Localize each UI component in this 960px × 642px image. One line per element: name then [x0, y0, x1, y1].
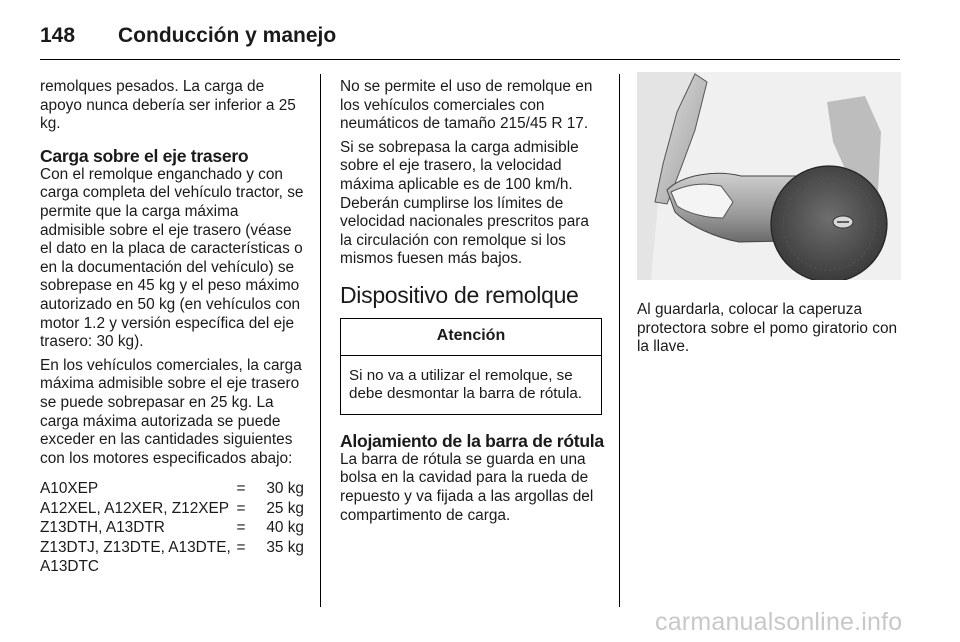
rear-axle-heading: Carga sobre el eje trasero [40, 145, 249, 166]
load-value: 30 kg [266, 480, 304, 498]
column-divider-1 [320, 74, 321, 607]
engine-models: Z13DTJ, Z13DTE, A13DTE, A13DTC [40, 539, 231, 575]
engine-load-row [40, 500, 304, 519]
engine-load-row [40, 480, 304, 499]
commercial-vehicles-paragraph: En los vehículos comerciales, la carga máxima admisible sobre el eje trasero se puede sobrepasar en 25 kg. La carga máxima autorizada se puede exceder en las cantidades siguientes con los motores especificados abajo: [40, 356, 302, 467]
header-rule [40, 59, 900, 60]
equals-sign: = [236, 519, 246, 537]
warning-title: Atención [341, 319, 601, 356]
intro-paragraph: remolques pesados. La carga de apoyo nunca debería ser inferior a 25 kg. [40, 78, 296, 133]
load-value: 25 kg [266, 499, 304, 517]
engine-models: A12XEL, A12XER, Z12XEP [40, 499, 230, 517]
load-value: 40 kg [266, 519, 304, 537]
page-number: 148 [40, 24, 76, 47]
engine-load-row [40, 539, 304, 576]
page-header [40, 16, 336, 56]
equals-sign: = [236, 499, 246, 517]
speed-limit-paragraph: Si se sobrepasa la carga admisible sobre el eje trasero, la velocidad máxima aplicable es de 100 km/h. Deberán cumplirse los límites de velocidad nacionales prescritos para la circulación con remolque si los mismos fuesen más bajos. [340, 138, 589, 268]
column-middle [340, 78, 604, 530]
illustration-caption: Al guardarla, colocar la caperuza protectora sobre el pomo giratorio con la llave. [637, 301, 898, 356]
equals-sign: = [236, 539, 246, 557]
rear-axle-paragraph: Con el remolque enganchado y con carga completa del vehículo tractor, se permite que la carga máxima admisible sobre el eje trasero (véase el dato en la placa de características o en la documentación del vehículo) se sobrepase en 45 kg y el peso máximo autorizado en 50 kg (en vehículos con motor 1.2 y versión específica del eje trasero: 30 kg). [40, 165, 304, 351]
warning-text: Si no va a utilizar el remolque, se debe desmontar la barra de rótula. [349, 366, 583, 403]
illustration-svg [637, 72, 901, 280]
column-divider-2 [619, 74, 620, 607]
equals-sign: = [236, 480, 246, 498]
ball-bar-storage-heading: Alojamiento de la barra de rótula [340, 430, 604, 451]
watermark: carmanualsonline.info [655, 608, 903, 636]
column-right [637, 72, 903, 362]
engine-load-row [40, 519, 304, 538]
column-left [40, 78, 304, 576]
warning-box [340, 318, 602, 415]
chapter-title: Conducción y manejo [118, 24, 337, 47]
ball-bar-storage-paragraph: La barra de rótula se guarda en una bolsa en la cavidad para la rueda de repuesto y va fijada a las argollas del compartimento de carga. [340, 450, 594, 524]
towing-device-title: Dispositivo de remolque [340, 281, 579, 308]
engine-models: Z13DTH, A13DTR [40, 519, 165, 537]
tyre-restriction-paragraph: No se permite el uso de remolque en los vehículos comerciales con neumáticos de tamaño 215/45 R 17. [340, 78, 593, 133]
tow-bar-cap-illustration [637, 72, 901, 280]
load-value: 35 kg [266, 539, 304, 557]
engine-models: A10XEP [40, 480, 99, 498]
engine-load-list [40, 480, 304, 576]
